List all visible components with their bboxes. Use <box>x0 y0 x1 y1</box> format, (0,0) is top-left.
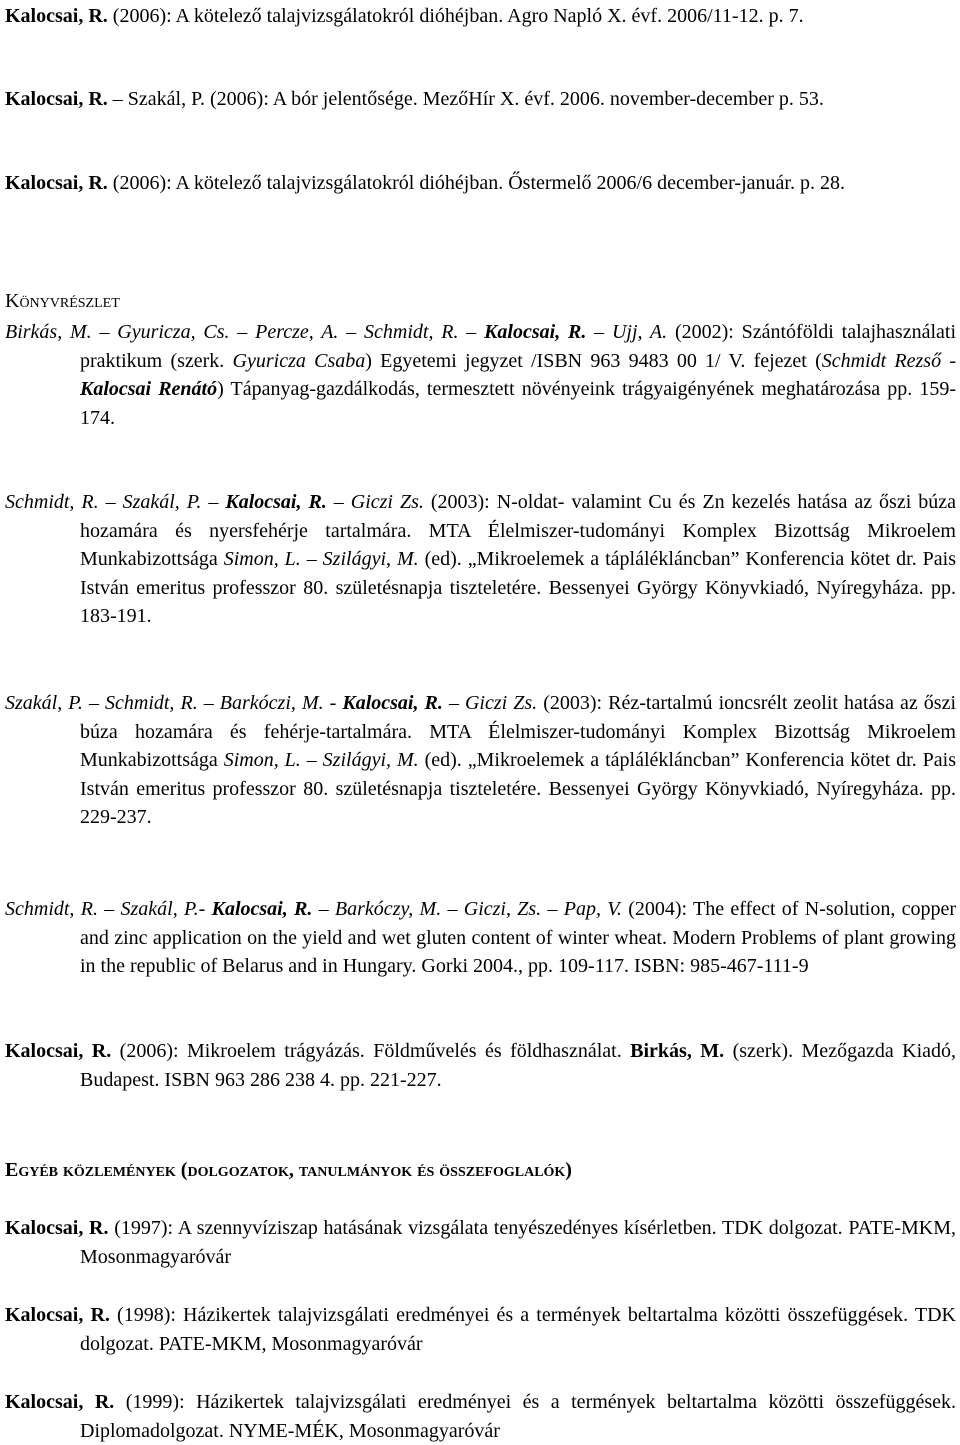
reference-entry <box>5 169 956 198</box>
reference-text: - <box>941 349 957 372</box>
reference-authors: Schmidt, R. – Szakál, P.- <box>5 898 212 920</box>
reference-editor: Birkás, M. <box>630 1040 725 1062</box>
reference-text: (ed). „Mikroelemek a táplálékláncban” Konferencia kötet dr. Pais István emeritus professzor 80. születésnapja tiszteletére. Bessenyei György Könyvkiadó, Nyíregyháza. pp. 229-237. <box>80 749 956 829</box>
reference-chapter-author: Schmidt Rezső <box>821 349 942 372</box>
reference-text: (2003): N-oldat- valamint Cu és Zn kezelés hatása az őszi búza hozamára és nyersfehérje tartalmára. MTA Élelmiszer-tudományi Komplex Bizottság Mikroelem Munkabizottsága <box>80 491 957 571</box>
reference-entry <box>5 2 956 31</box>
reference-author-highlight: Kalocsai, R. <box>484 321 587 343</box>
reference-text: ) Egyetemi jegyzet /ISBN 963 9483 00 1/ V. fejezet ( <box>365 349 822 372</box>
reference-author: Kalocsai, R. <box>5 88 108 110</box>
reference-text: (1999): Házikertek talajvizsgálati eredményei és a termények beltartalma közötti összefüggések. Diplomadolgozat. NYME-MÉK, Mosonmagyaróvár <box>80 1391 956 1442</box>
reference-text: (2006): Mikroelem trágyázás. Földművelés és földhasználat. <box>111 1040 631 1062</box>
reference-author-highlight: Kalocsai, R. <box>211 898 313 920</box>
reference-entry <box>5 689 956 832</box>
reference-text: (szerk). Mezőgazda Kiadó, Budapest. ISBN 963 286 238 4. pp. 221-227. <box>80 1040 957 1091</box>
reference-authors: Schmidt, R. – Szakál, P. – <box>5 491 226 513</box>
reference-author: Kalocsai, R. <box>5 1040 112 1062</box>
section-heading-book-chapter: Könyvrészlet <box>5 290 120 312</box>
reference-author-highlight: Kalocsai Renátó <box>80 378 218 401</box>
reference-entry <box>5 488 956 631</box>
reference-entry <box>5 895 956 981</box>
reference-entry <box>5 1214 956 1271</box>
reference-authors: – Giczi Zs. <box>326 491 424 513</box>
reference-author: Kalocsai, R. <box>5 1217 109 1239</box>
reference-entry <box>5 1037 956 1094</box>
reference-authors: – Giczi Zs. <box>442 692 538 714</box>
reference-text: (2004): The effect of N-solution, copper and zinc application on the yield and wet gluten content of winter wheat. Modern Problems of plant growing in the republic of Belarus and in Hungary. Gorki 2004., pp. 109-117. ISBN: 985-467-111-9 <box>80 898 957 978</box>
reference-text: – Szakál, P. (2006): A bór jelentősége. MezőHír X. évf. 2006. november-december p. 53. <box>107 88 824 110</box>
reference-text: (2003): Réz-tartalmú ioncsrélt zeolit hatása az őszi búza hozamára és fehérje-tartalmára. MTA Élelmiszer-tudományi Komplex Bizottság Mikroelem Munkabizottsága <box>80 692 957 772</box>
reference-authors: Birkás, M. – Gyuricza, Cs. – Percze, A. – Schmidt, R. – <box>5 321 485 343</box>
reference-text: (1997): A szennyvíziszap hatásának vizsgálata tenyészedényes kísérletben. TDK dolgozat. PATE-MKM, Mosonmagyaróvár <box>80 1217 957 1268</box>
reference-entry <box>5 1301 956 1358</box>
reference-text: (2006): A kötelező talajvizsgálatokról dióhéjban. Őstermelő 2006/6 december-január. p. 28. <box>107 172 845 194</box>
reference-text: (1998): Házikertek talajvizsgálati eredményei és a termények beltartalma közötti összefüggések. TDK dolgozat. PATE-MKM, Mosonmagyaróvár <box>80 1304 956 1355</box>
reference-text: ) Tápanyag-gazdálkodás, termesztett növényeink trágyaigényének meghatározása pp. 159-174. <box>80 378 956 429</box>
reference-author-highlight: Kalocsai, R. <box>342 692 443 714</box>
reference-entry <box>5 318 956 432</box>
reference-text: (2006): A kötelező talajvizsgálatokról dióhéjban. Agro Napló X. évf. 2006/11-12. p. 7. <box>107 5 804 27</box>
reference-editor: Gyuricza Csaba <box>232 349 366 372</box>
reference-text: (ed). „Mikroelemek a táplálékláncban” Konferencia kötet dr. Pais István emeritus professzor 80. születésnapja tiszteletére. Bessenyei György Könyvkiadó, Nyíregyháza. pp. 183-191. <box>80 548 956 628</box>
reference-author: Kalocsai, R. <box>5 1391 115 1413</box>
section-heading-other-publications: Egyéb közlemények (dolgozatok, tanulmányok és összefoglalók) <box>5 1159 572 1181</box>
reference-author: Kalocsai, R. <box>5 172 108 194</box>
reference-editors: Simon, L. – Szilágyi, M. <box>223 548 419 571</box>
reference-author: Kalocsai, R. <box>5 5 108 27</box>
reference-entry <box>5 85 956 114</box>
reference-editors: Simon, L. – Szilágyi, M. <box>223 749 419 772</box>
reference-author: Kalocsai, R. <box>5 1304 110 1326</box>
reference-authors: – Barkóczy, M. – Giczi, Zs. – Pap, V. <box>312 898 622 920</box>
reference-authors: Szakál, P. – Schmidt, R. – Barkóczi, M. - <box>5 692 343 714</box>
reference-author-highlight: Kalocsai, R. <box>225 491 327 513</box>
reference-authors: – Ujj, A. <box>586 321 668 343</box>
reference-entry <box>5 1388 956 1445</box>
reference-text: (2002): Szántóföldi talajhasználati praktikum (szerk. <box>80 321 957 372</box>
